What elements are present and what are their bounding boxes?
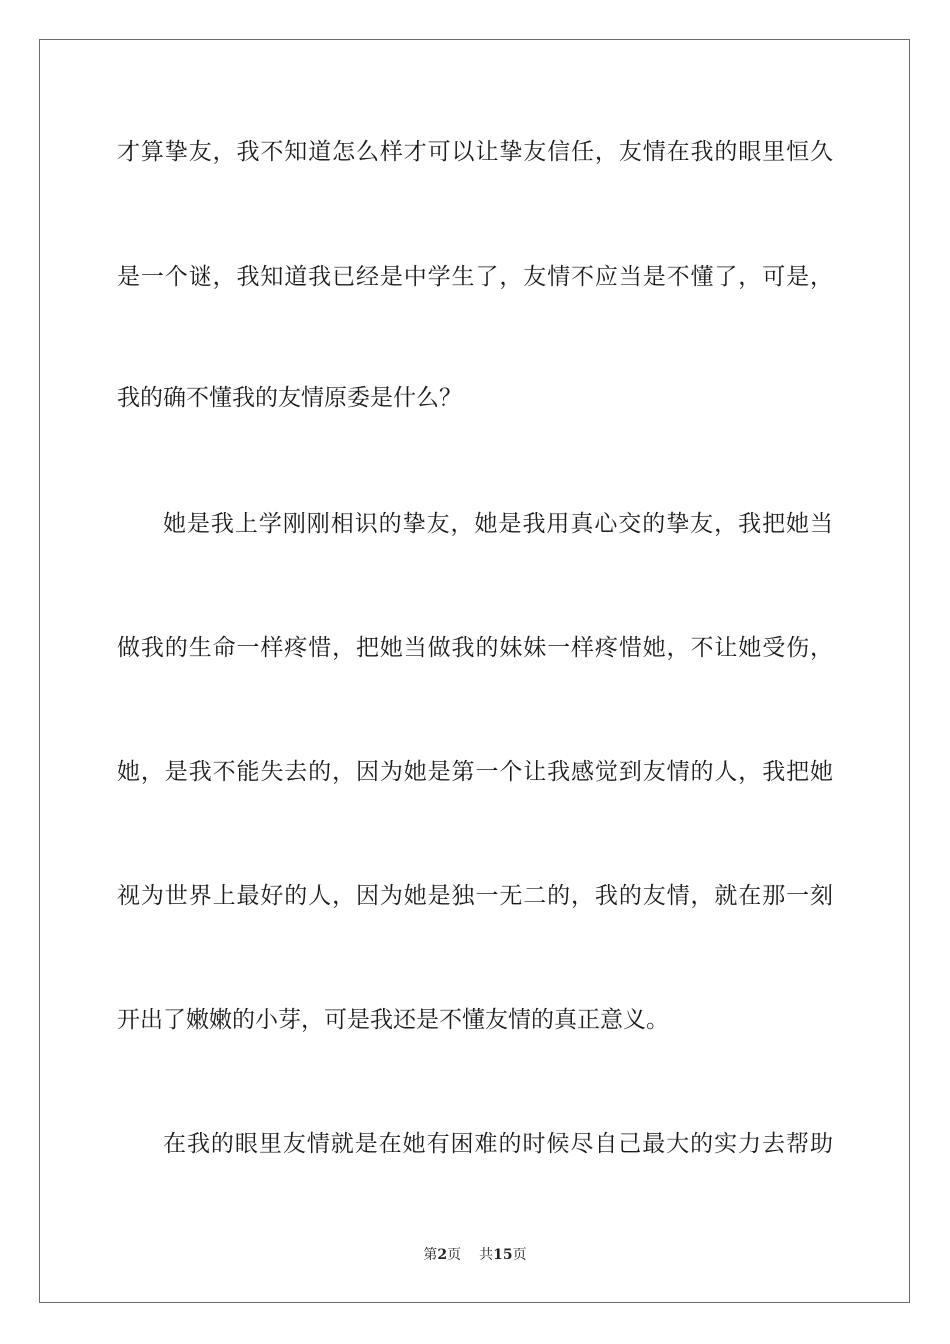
paragraph-2-line-2: 做我的生命一样疼惜，把她当做我的妹妹一样疼惜她，不让她受伤， bbox=[117, 635, 833, 661]
paragraph-2-line-3: 她，是我不能失去的，因为她是第一个让我感觉到友情的人，我把她 bbox=[117, 759, 833, 785]
text-line-3: 我的确不懂我的友情原委是什么？ bbox=[117, 385, 462, 411]
paragraph-2-line-5: 开出了嫩嫩的小芽，可是我还是不懂友情的真正意义。 bbox=[117, 1007, 669, 1033]
paragraph-3-line-1: 在我的眼里友情就是在她有困难的时候尽自己最大的实力去帮助 bbox=[163, 1131, 833, 1157]
total-label-prefix: 共 bbox=[479, 1247, 494, 1263]
page-number: 2 bbox=[437, 1247, 448, 1263]
paragraph-2-line-1: 她是我上学刚刚相识的挚友，她是我用真心交的挚友，我把她当 bbox=[163, 511, 833, 537]
page-label-suffix: 页 bbox=[447, 1247, 462, 1263]
text-line-1: 才算挚友，我不知道怎么样才可以让挚友信任，友情在我的眼里恒久 bbox=[117, 139, 833, 165]
total-label-suffix: 页 bbox=[512, 1247, 527, 1263]
total-pages: 15 bbox=[493, 1247, 513, 1263]
text-line-2: 是一个谜，我知道我已经是中学生了，友情不应当是不懂了，可是， bbox=[117, 264, 833, 290]
paragraph-2-line-4: 视为世界上最好的人，因为她是独一无二的，我的友情，就在那一刻 bbox=[117, 883, 833, 909]
page-footer bbox=[0, 1245, 950, 1265]
page-frame bbox=[39, 39, 910, 1303]
page-label-prefix: 第 bbox=[423, 1247, 438, 1263]
